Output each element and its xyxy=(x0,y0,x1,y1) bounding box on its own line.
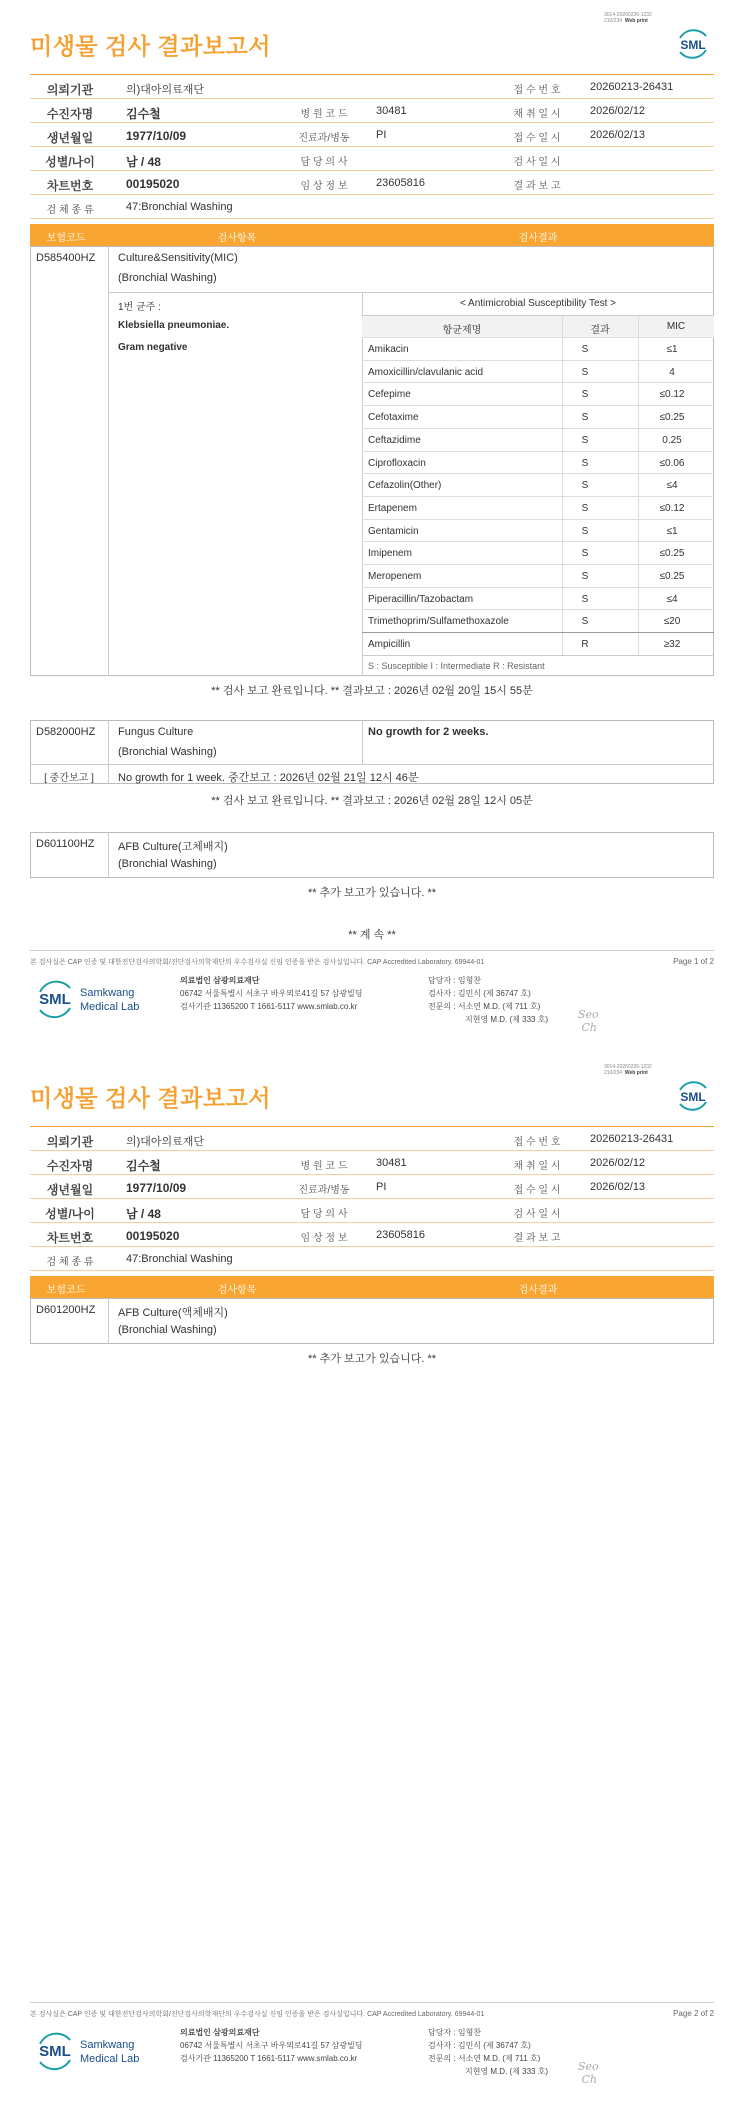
ast-result: S xyxy=(581,434,589,446)
test-name: Culture&Sensitivity(MIC) xyxy=(118,252,238,264)
ast-row xyxy=(362,541,714,563)
ast-result: S xyxy=(581,457,589,469)
svg-text:Medical Lab: Medical Lab xyxy=(80,2053,140,2065)
sml-logo xyxy=(674,1078,712,1114)
antibiotic-name: Gentamicin xyxy=(368,525,419,537)
ast-row xyxy=(362,632,714,654)
svg-text:SML: SML xyxy=(39,2043,71,2060)
ast-row xyxy=(362,360,714,382)
antibiotic-name: Ceftazidime xyxy=(368,434,421,446)
page-number: Page 1 of 2 xyxy=(673,957,714,966)
mic-value: ≤0.12 xyxy=(659,389,685,401)
print-stamp: 3014-20260226-1232 210/234 Web print xyxy=(604,12,652,24)
antibiotic-name: Piperacillin/Tazobactam xyxy=(368,593,474,605)
lab-staff: 담당자 : 임형찬 검사자 : 김민식 (제 36747 호) 전문의 : 서소연 M.D. (제 711 호) 지현영 M.D. (제 333 호) xyxy=(428,976,549,1024)
ast-result: R xyxy=(581,639,589,651)
svg-text:Samkwang: Samkwang xyxy=(80,2039,135,2051)
test-code: D585400HZ xyxy=(36,252,96,264)
lab-staff: 담당자 : 임형찬 검사자 : 김민식 (제 36747 호) 전문의 : 서소연 M.D. (제 711 호) 지현영 M.D. (제 333 호) xyxy=(428,2028,549,2076)
mic-value: 4 xyxy=(669,366,675,378)
report-page-1: 3014-20260226-1232 210/234 Web print SML 미생물 검사 결과보고서 의뢰기관 의)대아의료재단 접 수 번 호 20260213-26431 수진자명 김수철 병 원 코 드 30481 채 취 일 시 2026/02/12 생년월일 1977/10/09 진료과/병동 PI 접 수 일 시 2026/02/13 성별/나이 남 / 48 담 당 의 사 검 사 일 시 차트번호 00195020 임 상 정 보 23605816 결 과 보 고 검 체 종 류 47:Bronchial Washing 보험코드 검사항목 검사결과 D585400HZ Culture&Sensitivity(MIC) (Bronchial Washing) 1번 균주 : Klebsiella pneumoniae. Gram negative < Antimicrobial Susceptibility Test > 항균제명 결과 MIC Amikacin S ≤1 Amoxicillin/clavulanic acid S 4 Cefepime S ≤0.12 Cefotaxime S ≤0.25 Ceftazidime S 0.25 Ciprofloxacin S ≤0.06 Cefazolin(Other) S ≤4 Ertapenem S ≤0.12 Gentamicin S ≤1 Imipenem S ≤0.25 Meropenem S ≤0.25 Piperacillin/Tazobactam S ≤4 Trimethoprim/Sulfamethoxazole S ≤20 Ampicillin R ≥32 S : Susceptible I : Intermediate R : Resistant ** 검사 보고 완료입니다. ** 결과보고 : 2026년 02월 20일 15시 55분 D582000HZ Fungus Culture (Bronchial Washing) No growth for 2 weeks. [ 중간보고 ] No growth for 1 week. 중간보고 : 2026년 02월 21일 12시 46분 ** 검사 보고 완료입니다. ** 결과보고 : 2026년 02월 28일 12시 05분 D601100HZ AFB Culture(고체배지) (Bronchial Washing) ** 추가 보고가 있습니다. ** ** 계 속 ** 본 검사실은 CAP 인증 및 대한진단검사의학회/진단검사의학재단의 우수검사실 신임 인증을 받은 검사실입니다. CAP Accredited Laboratory. 69944-01 Page 1 of 2 SML Samkwang Medical Lab 의료법인 삼광의료재단 06742 서울특별시 서초구 바우뫼로41길 57 삼광빌딩 검사기관 11365200 T 1661-5117 www.smlab.co.kr 담당자 : 임형찬 검사자 : 김민식 (제 36747 호) 전문의 : 서소연 M.D. (제 711 호) 지현영 M.D. (제 333 호) Seo Ch xyxy=(30,12,714,1034)
signature: Seo Ch xyxy=(578,2060,599,2086)
patient-name: 김수철 xyxy=(126,107,161,121)
ast-row xyxy=(362,519,714,541)
svg-text:Medical Lab: Medical Lab xyxy=(80,1001,140,1013)
ast-row xyxy=(362,564,714,586)
antibiotic-name: Cefotaxime xyxy=(368,412,419,424)
ast-row xyxy=(362,496,714,518)
svg-text:SML: SML xyxy=(680,38,706,52)
samkwang-logo xyxy=(36,976,156,1022)
report-page-2: 3014-20260226-1232 210/234 Web print SML 미생물 검사 결과보고서 의뢰기관 의)대아의료재단 접 수 번 호 20260213-26431 수진자명 김수철 병 원 코 드 30481 채 취 일 시 2026/02/12 생년월일 1977/10/09 진료과/병동 PI 접 수 일 시 2026/02/13 성별/나이 남 / 48 담 당 의 사 검 사 일 시 차트번호 00195020 임 상 정 보 23605816 결 과 보 고 검 체 종 류 47:Bronchial Washing 보험코드 검사항목 검사결과 D601200HZ AFB Culture(액체배지) (Bronchial Washing) ** 추가 보고가 있습니다. ** 본 검사실은 CAP 인증 및 대한진단검사의학회/진단검사의학재단의 우수검사실 신임 인증을 받은 검사실입니다. CAP Accredited Laboratory. 69944-01 Page 2 of 2 SML Samkwang Medical Lab 의료법인 삼광의료재단 06742 서울특별시 서초구 바우뫼로41길 57 삼광빌딩 검사기관 11365200 T 1661-5117 www.smlab.co.kr 담당자 : 임형찬 검사자 : 김민식 (제 36747 호) 전문의 : 서소연 M.D. (제 711 호) 지현영 M.D. (제 333 호) Seo Ch xyxy=(30,1064,714,2086)
ast-result: S xyxy=(581,344,589,355)
antibiotic-name: Imipenem xyxy=(368,548,412,560)
antibiotic-name: Cefazolin(Other) xyxy=(368,480,442,492)
organism: Klebsiella pneumoniae. xyxy=(118,320,230,331)
mic-value: ≤0.06 xyxy=(659,457,685,469)
mic-value: ≤4 xyxy=(666,480,678,492)
ast-row xyxy=(362,473,714,495)
antibiotic-name: Ampicillin xyxy=(368,639,411,651)
antibiotic-name: Ertapenem xyxy=(368,502,417,514)
antibiotic-name: Trimethoprim/Sulfamethoxazole xyxy=(368,616,509,628)
mic-value: ≥32 xyxy=(663,639,681,651)
mic-value: ≤0.25 xyxy=(659,412,685,424)
ast-row xyxy=(362,428,714,450)
ast-result: S xyxy=(581,616,589,628)
antibiotic-name: Amoxicillin/clavulanic acid xyxy=(368,366,484,378)
ast-result: S xyxy=(581,571,589,582)
test1-complete: ** 검사 보고 완료입니다. ** 결과보고 : 2026년 02월 20일 15시 55분 xyxy=(211,685,533,697)
ast-row xyxy=(362,609,714,631)
mic-value: ≤1 xyxy=(666,525,678,537)
lab-address: 의료법인 삼광의료재단 06742 서울특별시 서초구 바우뫼로41길 57 삼광빌딩 검사기관 11365200 T 1661-5117 www.smlab.co.kr xyxy=(180,2028,363,2063)
mic-value: 0.25 xyxy=(662,434,682,446)
ast-result: S xyxy=(581,593,589,605)
svg-text:SML: SML xyxy=(39,991,71,1008)
ast-title: < Antimicrobial Susceptibility Test > xyxy=(459,298,616,309)
footer-note: 본 검사실은 CAP 인증 및 대한진단검사의학회/진단검사의학재단의 우수검사실 신임 인증을 받은 검사실입니다. CAP Accredited Laboratory. 69944-01 Page 2 of 2 xyxy=(30,2002,714,2022)
samkwang-logo xyxy=(36,2028,156,2074)
ast-row xyxy=(362,451,714,473)
patient-header: 의뢰기관 의)대아의료재단 접 수 번 호 20260213-26431 수진자명 김수철 병 원 코 드 30481 채 취 일 시 2026/02/12 생년월일 1977/10/09 진료과/병동 PI 접 수 일 시 2026/02/13 성별/나이 남 / 48 담 당 의 사 검 사 일 시 차트번호 00195020 임 상 정 보 23605816 결 과 보 고 검 체 종 류 47:Bronchial Washing xyxy=(30,1126,714,1271)
mic-value: ≤4 xyxy=(666,593,678,605)
footer-note: 본 검사실은 CAP 인증 및 대한진단검사의학회/진단검사의학재단의 우수검사실 신임 인증을 받은 검사실입니다. CAP Accredited Laboratory. 69944-01 Page 1 of 2 xyxy=(30,950,714,970)
ast-result: S xyxy=(581,548,589,560)
patient-header: 의뢰기관 의)대아의료재단 접 수 번 호 20260213-26431 수진자명 김수철 병 원 코 드 30481 채 취 일 시 2026/02/12 생년월일 1977/10/09 진료과/병동 PI 접 수 일 시 2026/02/13 성별/나이 남 / 48 담 당 의 사 검 사 일 시 차트번호 00195020 임 상 정 보 23605816 결 과 보 고 검 체 종 류 47:Bronchial Washing xyxy=(30,74,714,219)
results-header-band: 보험코드 검사항목 검사결과 xyxy=(30,1276,714,1298)
page-title: 미생물 검사 결과보고서 xyxy=(30,1085,271,1111)
mic-value: ≤20 xyxy=(663,616,681,628)
results-header-band: 보험코드 검사항목 검사결과 xyxy=(30,224,714,246)
page-number: Page 2 of 2 xyxy=(673,2009,714,2018)
interim-report: No growth for 1 week. 중간보고 : 2026년 02월 21일 12시 46분 xyxy=(118,772,419,784)
mic-value: ≤1 xyxy=(666,344,678,355)
ast-row xyxy=(362,587,714,609)
antibiotic-name: Meropenem xyxy=(368,571,422,582)
ast-row xyxy=(362,405,714,427)
signature: Seo Ch xyxy=(578,1008,599,1034)
ast-row xyxy=(362,382,714,404)
ast-row xyxy=(362,337,714,359)
ast-result: S xyxy=(581,525,589,537)
requester: 의)대아의료재단 xyxy=(126,84,205,96)
mic-value: ≤0.25 xyxy=(659,571,685,582)
lab-address: 의료법인 삼광의료재단 06742 서울특별시 서초구 바우뫼로41길 57 삼광빌딩 검사기관 11365200 T 1661-5117 www.smlab.co.kr xyxy=(180,976,363,1011)
svg-text:Samkwang: Samkwang xyxy=(80,987,135,999)
ast-result: S xyxy=(581,366,589,378)
ast-header-row: 항균제명 결과 MIC xyxy=(362,315,714,337)
ast-result: S xyxy=(581,502,589,514)
mic-value: ≤0.25 xyxy=(659,548,685,560)
antibiotic-name: Amikacin xyxy=(368,344,409,355)
continued-note: ** 계 속 ** xyxy=(348,929,396,941)
mic-value: ≤0.12 xyxy=(659,502,685,514)
ast-result: S xyxy=(581,480,589,492)
sml-logo xyxy=(674,26,712,62)
print-stamp: 3014-20260226-1232 210/234 Web print xyxy=(604,1064,652,1076)
antibiotic-name: Ciprofloxacin xyxy=(368,457,426,469)
ast-result: S xyxy=(581,389,589,401)
reception-no: 20260213-26431 xyxy=(590,81,674,93)
svg-text:SML: SML xyxy=(680,1090,706,1104)
ast-legend: S : Susceptible I : Intermediate R : Resistant xyxy=(368,661,545,671)
fungus-result: No growth for 2 weeks. xyxy=(368,726,489,738)
antibiotic-name: Cefepime xyxy=(368,389,411,401)
ast-result: S xyxy=(581,412,589,424)
page-title: 미생물 검사 결과보고서 xyxy=(30,33,271,59)
